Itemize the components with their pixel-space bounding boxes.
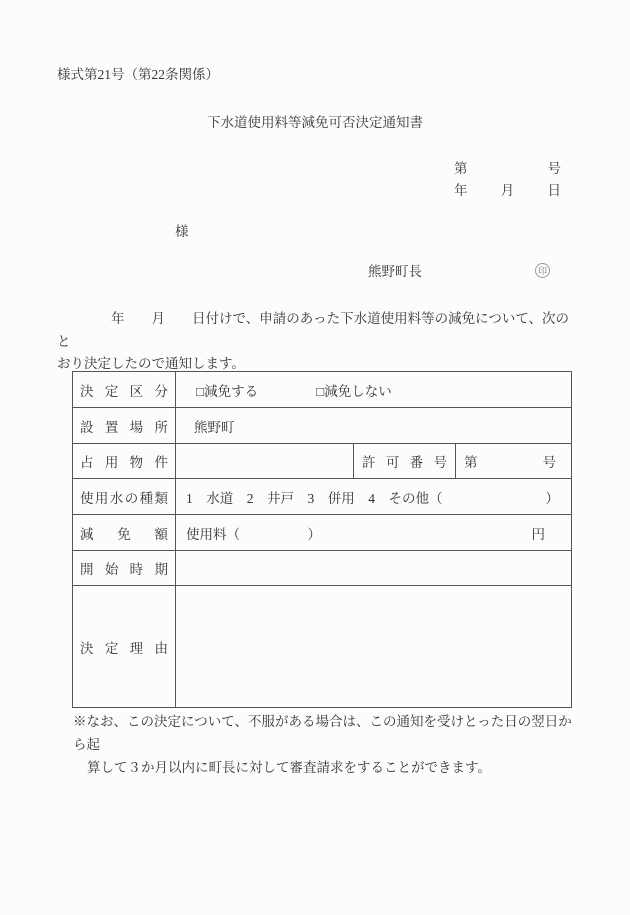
location-value: 熊野町 <box>194 419 235 435</box>
form-number: 様式第21号（第22条関係） <box>57 67 219 82</box>
seal-character: 印 <box>537 265 547 276</box>
row-label: 決定区分 <box>80 383 168 399</box>
body-line-1: 年 月 日付けで、申請のあった下水道使用料等の減免について、次のと <box>57 311 570 349</box>
permit-number-prefix: 第 <box>464 455 478 470</box>
doc-number-date-block <box>454 157 561 201</box>
date-day-label: 日 <box>547 183 561 198</box>
appeal-note <box>73 710 577 779</box>
row-label: 開始時期 <box>80 562 168 577</box>
row-label-cell <box>73 586 176 707</box>
currency-unit: 円 <box>531 526 545 542</box>
decision-options-cell <box>176 372 571 407</box>
start-date-row <box>73 551 571 586</box>
exemption-amount-value-cell <box>176 515 571 550</box>
permit-number-suffix: 号 <box>542 455 556 470</box>
doc-number-suffix: 号 <box>547 161 561 176</box>
water-type-options: 1 水道 2 井戸 3 併用 4 その他（ <box>186 490 443 506</box>
row-label-cell <box>73 408 176 443</box>
date-line <box>454 179 561 201</box>
body-paragraph <box>57 308 574 376</box>
occupied-property-value-cell <box>176 444 354 478</box>
decision-reason-value-cell <box>176 586 571 707</box>
location-value-cell <box>176 408 571 443</box>
row-label-cell <box>73 479 176 514</box>
permit-number-label: 許可番号 <box>362 455 447 470</box>
checkbox-deny-exemption: □減免しない <box>316 383 392 399</box>
exemption-amount-value: 使用料（ ） <box>186 526 321 542</box>
doc-number-line <box>454 157 561 179</box>
location-row <box>73 408 571 444</box>
note-line-2: 算して３か月以内に町長に対して審査請求をすることができます。 <box>87 760 491 775</box>
row-label-cell <box>73 515 176 550</box>
doc-number-prefix: 第 <box>454 161 468 176</box>
decision-table <box>72 371 572 708</box>
row-label: 減免額 <box>80 526 168 542</box>
water-type-row <box>73 479 571 515</box>
start-date-value-cell <box>176 551 571 585</box>
note-line-1: ※なお、この決定について、不服がある場合は、この通知を受けとった日の翌日から起 <box>73 714 572 752</box>
document-title: 下水道使用料等減免可否決定通知書 <box>207 115 423 130</box>
date-year-label: 年 <box>454 183 468 198</box>
addressee-line: 様 <box>175 224 189 239</box>
row-label: 占用物件 <box>80 455 168 470</box>
sender-title: 熊野町長 <box>368 264 422 279</box>
row-label-cell <box>73 444 176 478</box>
row-label-cell <box>73 551 176 585</box>
row-label-cell <box>73 372 176 407</box>
sender-line <box>368 260 550 280</box>
row-label: 設置場所 <box>80 419 168 435</box>
permit-number-label-cell <box>354 444 456 478</box>
decision-reason-row <box>73 586 571 707</box>
exemption-amount-row <box>73 515 571 551</box>
row-label: 決定理由 <box>80 640 168 656</box>
seal-icon <box>535 263 550 278</box>
row-label: 使用水の種類 <box>80 490 168 506</box>
water-type-value-cell <box>176 479 571 514</box>
decision-category-row <box>73 372 571 408</box>
permit-number-value-cell <box>456 444 571 478</box>
checkbox-grant-exemption: □減免する <box>196 383 259 399</box>
date-month-label: 月 <box>500 183 515 198</box>
water-type-paren-close: ） <box>545 490 559 506</box>
body-line-2: おり決定したので通知します。 <box>57 356 245 371</box>
occupied-property-row <box>73 444 571 479</box>
